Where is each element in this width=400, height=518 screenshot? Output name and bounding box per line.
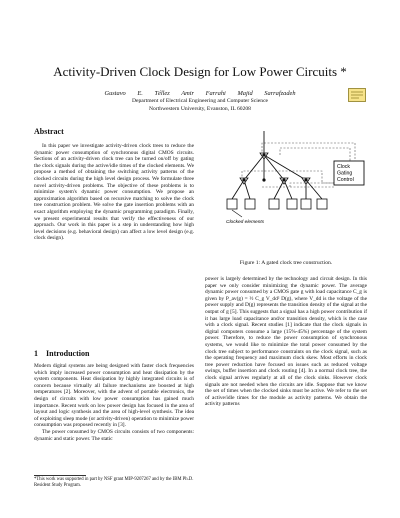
footnote-rule — [34, 475, 86, 476]
elements-pointer — [232, 210, 242, 217]
tree-edges — [232, 131, 322, 199]
figure-caption: Figure 1: A gated clock tree construction. — [239, 260, 333, 266]
section-number: 1 — [34, 349, 38, 358]
clocked-element-boxes — [227, 199, 327, 209]
section-title: Introduction — [46, 349, 90, 358]
affiliation-university: Northwestern University, Evanston, IL 60208 — [149, 106, 251, 112]
gating-label: Control — [337, 177, 354, 183]
intro-paragraph: Modern digital systems are being designed with faster clock frequencies which imply increased power consumption and heat dissipation by the system components. Heat dissipation by highly integrated circuits is of concern because virtually all failure mechanisms are boosted at high temperatures [2]. Moreover, with the advent of portable electronics, the design of circuits with low power consumption has gained much importance. Recent work on low power design has focused in the area of layout and logic synthesis and the area of high-level synthesis. The idea of exploiting sleep mode (or activity-driven) operation to minimize power consumption was proposed recently in [3]. — [34, 363, 194, 429]
gating-label: Clock — [337, 164, 350, 170]
affiliation-dept: Department of Electrical Engineering and Computer Science — [131, 98, 269, 104]
sticky-note-icon[interactable] — [348, 88, 366, 102]
intro-heading — [34, 349, 97, 358]
author-name: Amir Farrahi — [181, 90, 226, 97]
tree-nodes — [242, 153, 307, 181]
author-name: Majid Sarrafzadeh — [237, 90, 296, 97]
footnote: *This work was supported in part by NSF grant MIP-9207267 and by the IBM Ph.D. Resident Study Program. — [34, 477, 194, 488]
intro-paragraph: The power consumed by CMOS circuits consists of two components: dynamic and static power. The static — [34, 428, 194, 442]
right-column-text — [205, 276, 367, 408]
gated-clock-tree-figure — [222, 131, 372, 256]
gating-label: Gating — [337, 170, 353, 177]
author-name: Gustavo E. Téllez — [104, 90, 170, 97]
abstract-heading: Abstract — [34, 127, 64, 136]
abstract-paragraph: In this paper we investigate activity-driven clock trees to reduce the dynamic power consumption of synchronous digital CMOS circuits. Sections of an activity-driven clock tree can be turned on/off by gating the clock signals during the active/idle times of the clocked elements. We propose a method of obtaining the switching activity patterns of the clocked circuits during the high level design process. We formulate three novel activity-driven problems. The objective of these problems is to minimize system's dynamic power consumption. We propose an approximation algorithm based on recursive matching to solve the clock tree construction problem. We solve the gate insertion problems with an exact algorithm employing the dynamic programming paradigm. Finally, we present experimental results that verify the effectiveness of our approach. Our work in this paper is a step in understanding how high level decisions (e.g. behavioral design) can affect a low level design (e.g. clock design). — [34, 143, 194, 242]
clocked-elements-label: Clocked elements — [226, 220, 265, 225]
paper-title: Activity-Driven Clock Design for Low Power Circuits * — [53, 64, 347, 79]
author-list — [0, 90, 400, 97]
intro-text — [34, 363, 194, 442]
body-paragraph: power is largely determined by the technology and circuit design. In this paper we only consider minimizing the dynamic power. The average dynamic power consumed by a CMOS gate g with load capacitance C_g is given by P_av(g) = ½ C_g V_dd² D(g), where V_dd is the voltage of the power supply and D(g) represents the transition density of the signal at the output of g [5]. This suggests that a signal has a high power contribution if it has large load capacitance and/or transition density, which is the case with a clock signal. Recent studies [1] indicate that the clock signals in digital computers consume a large (15%-45%) percentage of the system power. Therefore, to reduce the power consumption of synchronous systems, we would like to minimize the total power consumed by the clock tree subject to performance constraints on the clock signal, such as the operating frequency and maximum clock skew. Most efforts in clock tree power reduction have focused on issues such as reduced voltage swings, buffer insertion and clock routing [4]. In a normal clock tree, the clock signal arrives regularly at all of the clock sinks. However clock signals are not needed when the circuits are idle. Suppose that we know the set of times when the clocked sinks must be active. We refer to the set of active/idle times for the module as activity patterns. We obtain the activity patterns — [205, 276, 367, 408]
abstract-text — [34, 143, 194, 242]
